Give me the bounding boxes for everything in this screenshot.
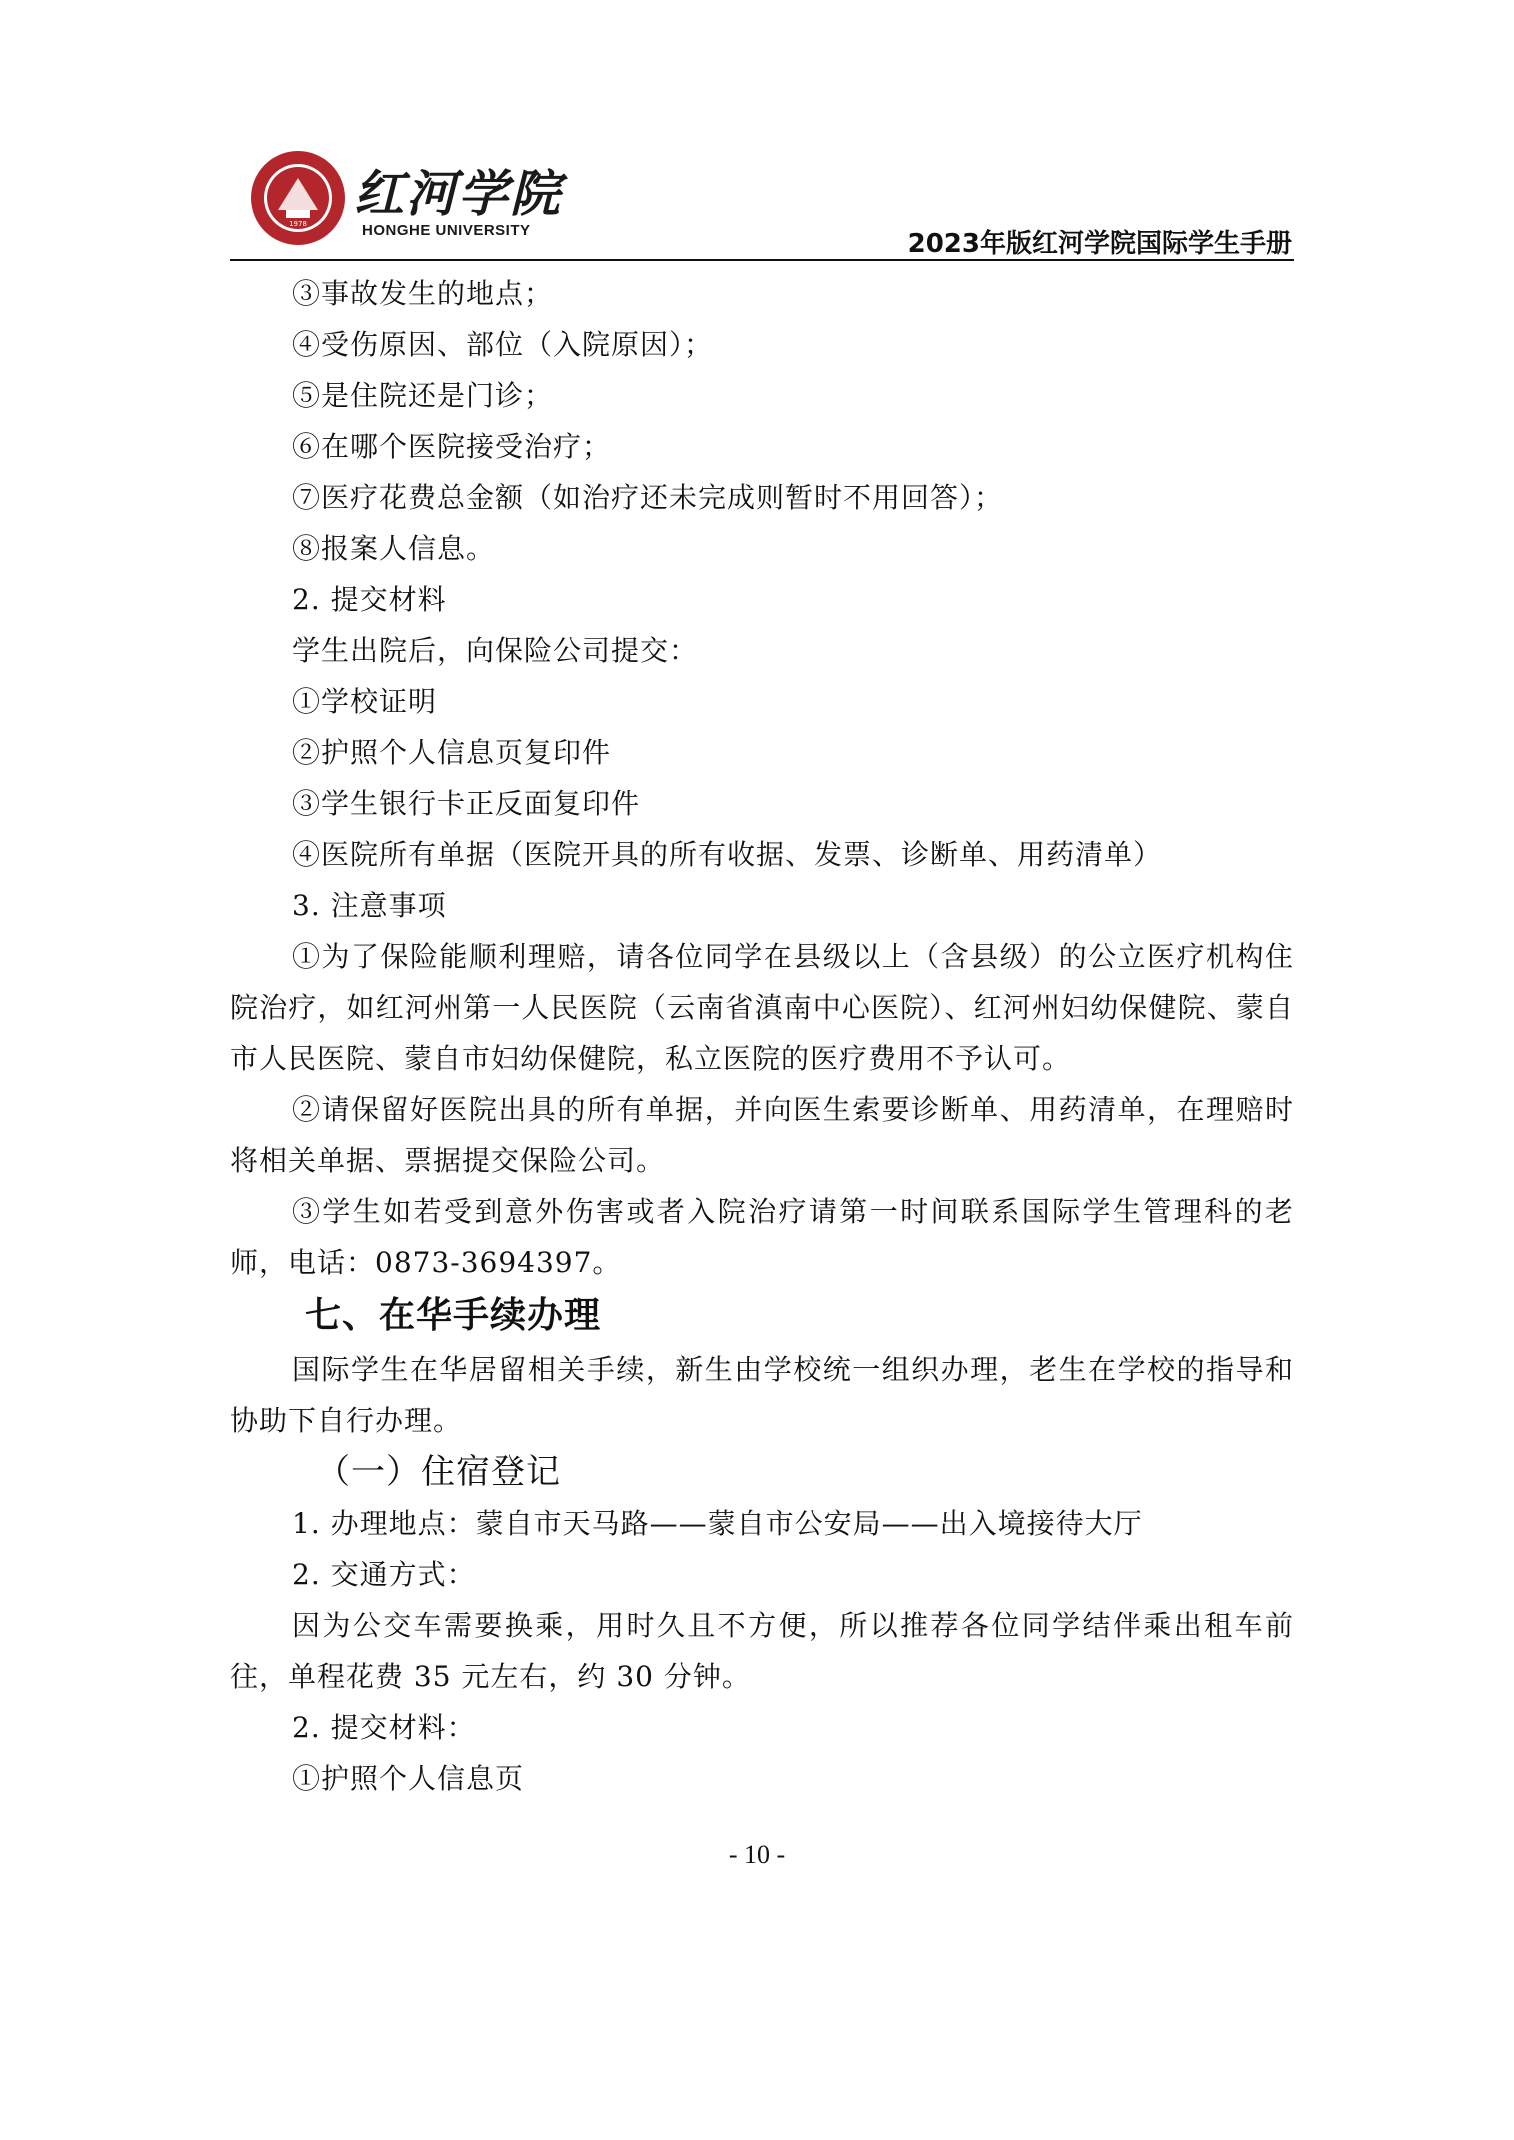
list-item: 1. 办理地点：蒙自市天马路——蒙自市公安局——出入境接待大厅 [292, 1507, 1143, 1540]
list-item: ⑤是住院还是门诊； [292, 379, 554, 412]
list-item: ⑧报案人信息。 [292, 532, 496, 565]
paragraph: ③学生如若受到意外伤害或者入院治疗请第一时间联系国际学生管理科的老师，电话：0873-3694397。 [230, 1195, 1294, 1279]
subsection-intro: 学生出院后，向保险公司提交： [292, 634, 699, 667]
subsection-title: （一）住宿登记 [316, 1452, 561, 1492]
subsection-heading: 2. 提交材料 [292, 583, 447, 616]
page-number: - 10 - [728, 1840, 786, 1869]
header-divider [230, 259, 1294, 261]
list-item: ③学生银行卡正反面复印件 [292, 787, 641, 820]
university-wordmark [354, 164, 562, 239]
university-seal-logo [248, 148, 348, 248]
list-item: ①护照个人信息页 [292, 1762, 525, 1795]
logo-chinese-name: 红河学院 [354, 164, 562, 223]
paragraph: 国际学生在华居留相关手续，新生由学校统一组织办理，老生在学校的指导和协助下自行办理。 [230, 1353, 1294, 1437]
list-item: ⑦医疗花费总金额（如治疗还未完成则暂时不用回答）； [292, 481, 1004, 514]
paragraph: ①为了保险能顺利理赔，请各位同学在县级以上（含县级）的公立医疗机构住院治疗，如红河州第一人民医院（云南省滇南中心医院）、红河州妇幼保健院、蒙自市人民医院、蒙自市妇幼保健院，私立医院的医疗费用不予认可。 [230, 940, 1294, 1075]
list-item: ④医院所有单据（医院开具的所有收据、发票、诊断单、用药清单） [292, 838, 1163, 871]
subsection-heading: 3. 注意事项 [292, 889, 447, 922]
list-item: ①学校证明 [292, 685, 438, 718]
paragraph: ②请保留好医院出具的所有单据，并向医生索要诊断单、用药清单，在理赔时将相关单据、票据提交保险公司。 [230, 1093, 1294, 1177]
section-heading: 七、在华手续办理 [305, 1295, 602, 1336]
list-item: ⑥在哪个医院接受治疗； [292, 430, 612, 463]
page-header [230, 140, 1294, 260]
subsection-heading: 2. 交通方式： [292, 1558, 476, 1591]
logo-english-name: HONGHE UNIVERSITY [362, 222, 531, 239]
subsection-heading: 2. 提交材料： [292, 1711, 476, 1744]
list-item: ④受伤原因、部位（入院原因）； [292, 328, 714, 361]
page-body [230, 268, 1294, 1804]
paragraph: 因为公交车需要换乘，用时久且不方便，所以推荐各位同学结伴乘出租车前往，单程花费 35 元左右，约 30 分钟。 [230, 1609, 1294, 1693]
handbook-title: 2023年版红河学院国际学生手册 [907, 229, 1292, 259]
list-item: ②护照个人信息页复印件 [292, 736, 612, 769]
list-item: ③事故发生的地点； [292, 277, 554, 310]
svg-text:1978: 1978 [289, 220, 307, 228]
